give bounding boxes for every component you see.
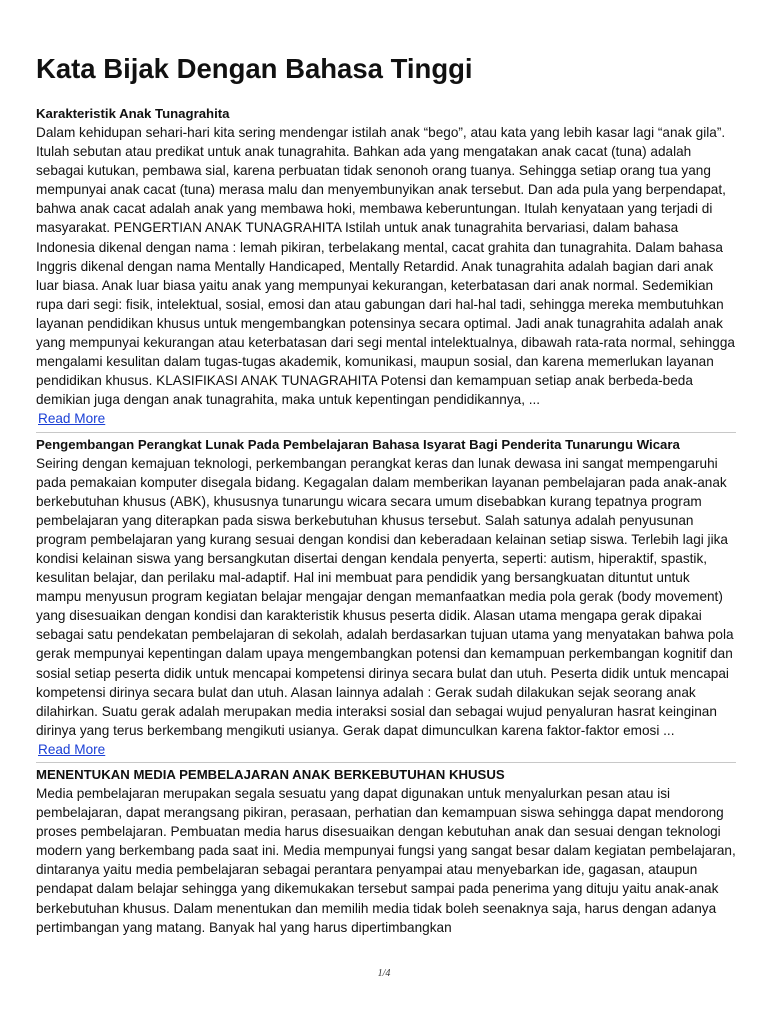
page-number: 1/4 [377,968,391,979]
article-karakteristik [36,104,736,429]
article-title: Karakteristik Anak Tunagrahita [36,106,230,121]
read-more-link[interactable]: Read More [38,741,106,757]
page-title: Kata Bijak Dengan Bahasa Tinggi [36,53,473,84]
article-title: MENENTUKAN MEDIA PEMBELAJARAN ANAK BERKEBUTUHAN KHUSUS [36,767,505,782]
article-media-pembelajaran [36,765,736,937]
document-page [36,50,736,937]
article-body: Media pembelajaran merupakan segala sesuatu yang dapat digunakan untuk menyalurkan pesan atau isi pembelajaran, dapat merangsang pikiran, perasaan, perhatian dan kemampuan siswa sehingga dapat mendorong proses pembelajaran. Pembuatan media harus disesuaikan dengan kebutuhan anak dan sesuai dengan teknologi modern yang berkembang pada saat ini. Media mempunyai fungsi yang sangat besar dalam kegiatan pembelajaran, dintaranya yaitu media pembelajaran sebagai perantara penyampai atau menyebarkan ide, gagasan, ataupun pendapat dalam belajar sehingga yang dikemukakan tersebut sampai pada penerima yang dituju yaitu anak-anak berkebutuhan khusus. Dalam menentukan dan memilih media tidak boleh seenaknya saja, harus dengan adanya pertimbangan yang matang. Banyak hal yang harus dipertimbangkan [36,786,736,935]
article-body: Dalam kehidupan sehari-hari kita sering mendengar istilah anak “bego”, atau kata yang lebih kasar lagi “anak gila”. Itulah sebutan atau predikat untuk anak tunagrahita. Bahkan ada yang mengatakan anak cacat (tuna) adalah sebagai kutukan, pembawa sial, karena perbuatan tidak senonoh orang tuanya. Sehingga setiap orang tua yang mempunyai anak cacat (tuna) merasa malu dan menyembunyikan anak tersebut. Dan ada pula yang berpendapat, bahwa anak cacat adalah anak yang membawa hoki, membawa keberuntungan. Itulah kenyataan yang terjadi di masyarakat. PENGERTIAN ANAK TUNAGRAHITA Istilah untuk anak tunagrahita bervariasi, dalam bahasa Indonesia dikenal dengan nama : lemah pikiran, terbelakang mental, cacat grahita dan tunagrahita. Dalam bahasa Inggris dikenal dengan nama Mentally Handicaped, Mentally Retardid. Anak tunagrahita adalah bagian dari anak luar biasa. Anak luar biasa yaitu anak yang mempunyai kekurangan, keterbatasan dari anak normal. Sedemikian rupa dari segi: fisik, intelektual, sosial, emosi dan atau gabungan dari hal-hal tadi, sehingga mereka membutuhkan layanan pendidikan khusus untuk mengembangkan potensinya secara optimal. Jadi anak tunagrahita adalah anak yang mempunyai kekurangan atau keterbatasan dari segi mental intelektualnya, dibawah rata-rata normal, sehingga mengalami kesulitan dalam tugas-tugas akademik, komunikasi, maupun sosial, dan karena memerlukan layanan pendidikan khusus. KLASIFIKASI ANAK TUNAGRAHITA Potensi dan kemampuan setiap anak berbeda-beda demikian juga dengan anak tunagrahita, maka untuk kepentingan pendidikannya, ... [36,125,735,408]
article-body: Seiring dengan kemajuan teknologi, perkembangan perangkat keras dan lunak dewasa ini sangat mempengaruhi pada pemakaian komputer disegala bidang. Kegagalan dalam memberikan layanan pembelajaran pada anak-anak berkebutuhan khusus (ABK), khususnya tunarungu wicara secara umum disebabkan kurang tepatnya program pembelajaran yang diterapkan pada siswa berkebutuhan khusus tersebut. Salah satunya adalah penyusunan program pembelajaran yang kurang sesuai dengan kondisi dan keberadaan kelainan setiap siswa. Terlebih lagi jika kondisi kelainan siswa yang bersangkutan disertai dengan kendala penyerta, seperti: autism, hiperaktif, spastik, kesulitan belajar, dan perilaku mal-adaptif. Hal ini membuat para pendidik yang bersangkuatan dituntut untuk mampu menyusun program kegiatan belajar mengajar dengan memanfaatkan media pola gerak (body movement) yang disesuaikan dengan kondisi dan karakteristik khusus peserta didik. Alasan utama mengapa gerak dipakai sebagai satu pendekatan pembelajaran di sekolah, adalah berdasarkan tujuan utama yang menyatakan bahwa pola gerak mempunyai kepentingan dalam upaya mengembangkan potensi dan kemampuan perkembangan kognitif dan sosial setiap peserta didik untuk mencapai kompetensi dirinya secara bulat dan utuh. Peserta didik untuk mencapai kompetensi dirinya secara bulat dan utuh. Alasan lainnya adalah : Gerak sudah dilakukan sejak seorang anak dilahirkan. Suatu gerak adalah merupakan media interaksi sosial dan sebagai wujud penyaluran hasrat keinginan dirinya yang terus berkembang mengikuti usianya. Gerak dapat dimunculkan karena faktor-faktor emosi ... [36,455,734,738]
article-divider [36,432,736,433]
article-title: Pengembangan Perangkat Lunak Pada Pembelajaran Bahasa Isyarat Bagi Penderita Tunarungu Wicara [36,436,680,452]
article-divider [36,762,736,763]
article-perangkat-lunak [36,435,736,760]
read-more-link[interactable]: Read More [38,411,106,427]
